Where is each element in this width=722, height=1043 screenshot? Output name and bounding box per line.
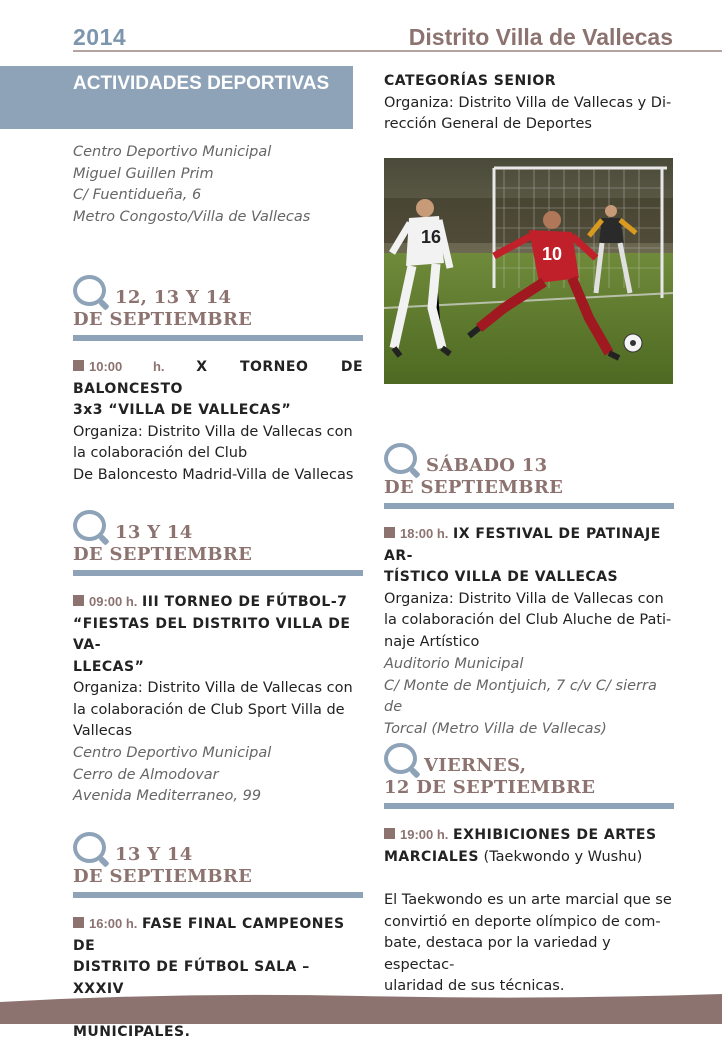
date-line: VIERNES, (424, 755, 527, 776)
date-line: SÁBADO 13 (426, 455, 548, 476)
event-block-4 (384, 523, 674, 653)
header-district: Distrito Villa de Vallecas (408, 24, 673, 50)
football-photo (384, 158, 673, 384)
event-body-line: Organiza: Distrito Villa de Vallecas con (384, 590, 664, 607)
date-rule (384, 803, 674, 809)
venue-block-1 (73, 142, 363, 228)
event-time: 10:00 h. (89, 359, 165, 374)
bullet-square-icon (73, 360, 84, 371)
event-title: MARCIALES (384, 848, 479, 865)
event-block-5 (384, 824, 674, 868)
event-block-2 (73, 591, 363, 743)
senior-block (384, 71, 674, 136)
photo-number-left: 16 (421, 227, 442, 247)
date-rule (73, 335, 363, 341)
event-title: 3x3 “VILLA DE VALLECAS” (73, 402, 292, 418)
event-title: EXHIBICIONES DE ARTES (453, 827, 657, 843)
date-line: 12 DE SEPTIEMBRE (384, 777, 596, 798)
event-body-line: la colaboración del Club (73, 445, 248, 461)
event-title: FASE FINAL CAMPEONES DE (73, 916, 345, 954)
date-rule (73, 570, 363, 576)
event-title: DISTRITO DE FÚTBOL SALA – XXXIV (73, 959, 310, 997)
event-title: LLECAS” (73, 658, 145, 675)
venue-block-3 (384, 654, 674, 740)
event-title: III TORNEO DE FÚTBOL-7 (142, 594, 348, 610)
venue-line: Cerro de Almodovar (73, 766, 219, 783)
event-body-line: la colaboración del Club Aluche de Pati- (384, 612, 672, 628)
bullet-square-icon (384, 527, 395, 538)
photo-number-right: 10 (542, 244, 563, 264)
paragraph-line: ularidad de sus técnicas. (384, 978, 565, 994)
event-body-line: la colaboración de Club Sport Villa de (73, 701, 345, 718)
paragraph-line: bate, destaca por la variedad y espectac- (384, 935, 611, 973)
date-line: DE SEPTIEMBRE (73, 544, 253, 565)
venue-line: Auditorio Municipal (384, 656, 524, 672)
event-time: 19:00 h. (400, 827, 449, 842)
venue-line: Miguel Guillen Prim (73, 165, 214, 182)
footer-wave (0, 990, 722, 1024)
date-line: DE SEPTIEMBRE (73, 309, 253, 330)
venue-line: Avenida Mediterraneo, 99 (73, 788, 262, 804)
date-rule (73, 892, 363, 898)
date-line: DE SEPTIEMBRE (384, 477, 564, 498)
venue-line: Centro Deportivo Municipal (73, 144, 272, 160)
date-line: 13 Y 14 (115, 522, 193, 543)
header-divider (73, 50, 722, 52)
senior-title: CATEGORÍAS SENIOR (384, 73, 557, 89)
event-body-line: Organiza: Distrito Villa de Vallecas con (73, 680, 353, 696)
magnifier-icon (384, 743, 417, 774)
date-rule (384, 503, 674, 509)
event-time: 09:00 h. (89, 594, 138, 609)
event-block-1 (73, 356, 363, 486)
date-line: 12, 13 Y 14 (115, 287, 232, 308)
senior-body-line: Organiza: Distrito Villa de Vallecas y Di- (384, 94, 672, 111)
magnifier-icon (384, 443, 417, 474)
event-time: 18:00 h. (400, 526, 449, 541)
event-time: 16:00 h. (89, 916, 138, 931)
date-line: 13 Y 14 (115, 844, 193, 865)
paragraph-line: convirtió en deporte olímpico de com- (384, 913, 661, 930)
venue-block-2 (73, 743, 363, 808)
venue-line: Metro Congosto/Villa de Vallecas (73, 208, 311, 225)
venue-line: C/ Monte de Montjuich, 7 c/v C/ sierra de (384, 677, 657, 715)
magnifier-icon (73, 510, 106, 541)
bullet-square-icon (73, 917, 84, 928)
event-title: “FIESTAS DEL DISTRITO VILLA DE VA- (73, 615, 351, 653)
event-title-suffix: (Taekwondo y Wushu) (483, 848, 643, 865)
event-title: TÍSTICO VILLA DE VALLECAS (384, 569, 619, 585)
magnifier-icon (73, 832, 106, 863)
venue-line: Centro Deportivo Municipal (73, 745, 272, 761)
event-title: IX FESTIVAL DE PATINAJE AR- (384, 526, 661, 564)
event-title: X TORNEO DE BALONCESTO (73, 359, 364, 397)
venue-line: Torcal (Metro Villa de Vallecas) (384, 720, 607, 737)
section-title: ACTIVIDADES DEPORTIVAS (73, 73, 330, 94)
event-body-line: naje Artístico (384, 633, 480, 650)
senior-body-line: rección General de Deportes (384, 116, 592, 132)
magnifier-icon (73, 275, 106, 306)
event-title: MUNICIPALES. (73, 1023, 191, 1040)
paragraph-line: El Taekwondo es un arte marcial que se (384, 892, 672, 908)
bullet-square-icon (384, 828, 395, 839)
bullet-square-icon (73, 595, 84, 606)
event-body-line: Organiza: Distrito Villa de Vallecas con (73, 423, 353, 440)
date-line: DE SEPTIEMBRE (73, 866, 253, 887)
section-banner (0, 66, 353, 129)
event-body-line: De Baloncesto Madrid-Villa de Vallecas (73, 466, 354, 483)
venue-line: C/ Fuentidueña, 6 (73, 187, 202, 203)
event-body-line: Vallecas (73, 723, 133, 739)
header-year: 2014 (73, 24, 127, 50)
taekwondo-paragraph (384, 890, 674, 998)
